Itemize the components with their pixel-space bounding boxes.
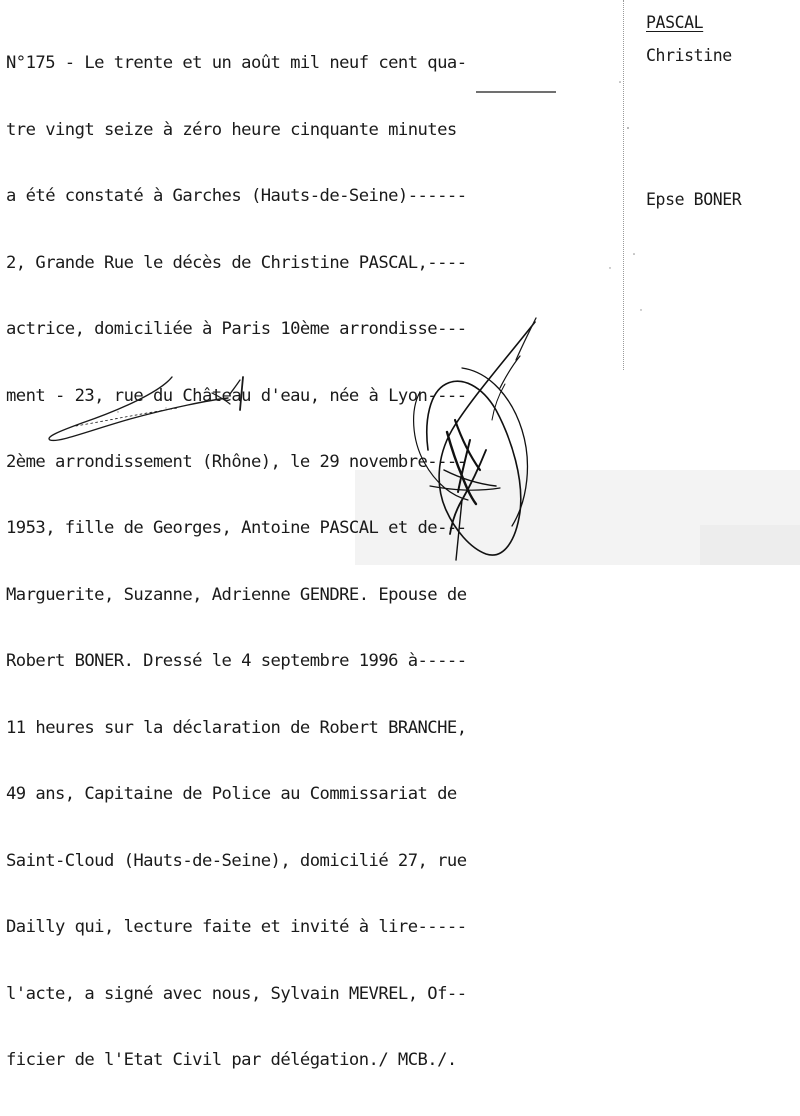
scan-shade xyxy=(700,525,800,565)
margin-divider xyxy=(623,0,624,370)
record-line: ficier de l'Etat Civil par délégation./ MCB./. xyxy=(6,1050,457,1071)
record-line: N°175 - Le trente et un août mil neuf cent qua- xyxy=(6,53,467,74)
margin-firstname: Christine xyxy=(646,46,732,65)
record-line: Marguerite, Suzanne, Adrienne GENDRE. Epouse de xyxy=(6,584,467,605)
death-record-text xyxy=(6,8,616,1116)
margin-notes xyxy=(632,0,792,400)
record-line: Dailly qui, lecture faite et invité à lire----- xyxy=(6,917,467,938)
record-line: actrice, domiciliée à Paris 10ème arrondisse--- xyxy=(6,319,467,340)
record-line: 1953, fille de Georges, Antoine PASCAL et de--- xyxy=(6,518,467,539)
margin-surname: PASCAL xyxy=(646,13,704,32)
record-line: 2ème arrondissement (Rhône), le 29 novembre---- xyxy=(6,452,467,473)
record-line: tre vingt seize à zéro heure cinquante minutes xyxy=(6,119,457,140)
margin-spouse-note: Epse BONER xyxy=(646,190,742,209)
record-line: ment - 23, rue du Château d'eau, née à Lyon---- xyxy=(6,385,467,406)
record-line: 2, Grande Rue le décès de Christine PASCAL,---- xyxy=(6,252,467,273)
record-line: l'acte, a signé avec nous, Sylvain MEVREL, Of-- xyxy=(6,983,467,1004)
record-line: 49 ans, Capitaine de Police au Commissariat de xyxy=(6,784,457,805)
record-line: 11 heures sur la déclaration de Robert BRANCHE, xyxy=(6,717,467,738)
record-line: a été constaté à Garches (Hauts-de-Seine)------ xyxy=(6,186,467,207)
record-line: Robert BONER. Dressé le 4 septembre 1996 à----- xyxy=(6,651,467,672)
record-line: Saint-Cloud (Hauts-de-Seine), domicilié 27, rue xyxy=(6,850,467,871)
